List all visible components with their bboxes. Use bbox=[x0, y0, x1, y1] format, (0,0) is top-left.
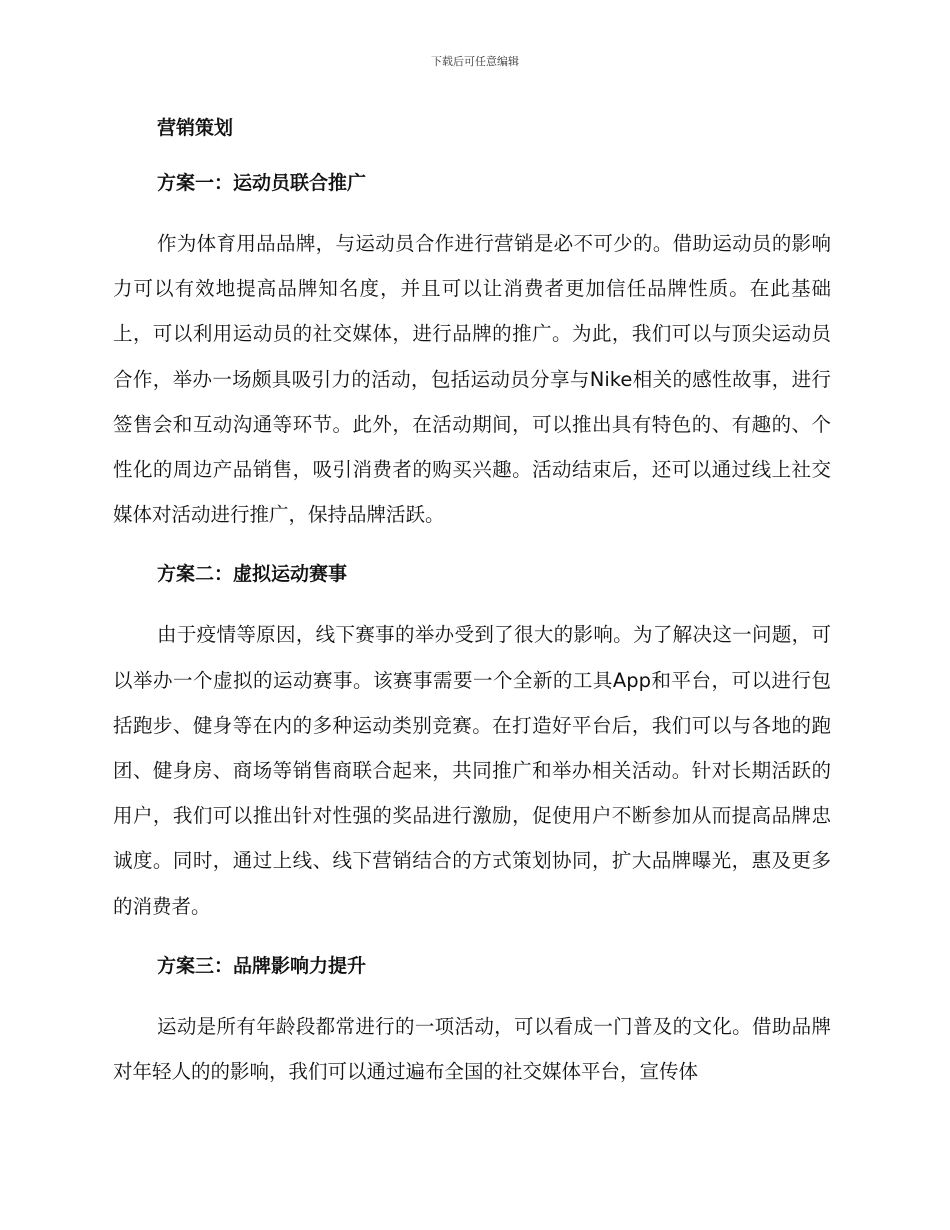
section-body-3: 运动是所有年龄段都常进行的一项活动，可以看成一门普及的文化。借助品牌对年轻人的的影响，我们可以通过遍布全国的社交媒体平台，宣传体 bbox=[113, 1014, 831, 1084]
section-body-1: 作为体育用品品牌，与运动员合作进行营销是必不可少的。借助运动员的影响力可以有效地提高品牌知名度，并且可以让消费者更加信任品牌性质。在此基础上，可以利用运动员的社交媒体，进行品牌的推广。为此，我们可以与顶尖运动员合作，举办一场颇具吸引力的活动，包括运动员分享与Nike相关的感性故事，进行签售会和互动沟通等环节。此外，在活动期间，可以推出具有特色的、有趣的、个性化的周边产品销售，吸引消费者的购买兴趣。活动结束后，还可以通过线上社交媒体对活动进行推广，保持品牌活跃。 bbox=[113, 232, 831, 527]
header-note: 下载后可任意编辑 bbox=[431, 55, 519, 68]
section-heading-1: 方案一：运动员联合推广 bbox=[157, 172, 367, 194]
section-heading-2: 方案二：虚拟运动赛事 bbox=[157, 563, 348, 586]
document-body bbox=[113, 113, 831, 1116]
section-heading-3: 方案三：品牌影响力提升 bbox=[157, 954, 367, 977]
section-body-2: 由于疫情等原因，线下赛事的举办受到了很大的影响。为了解决这一问题，可以举办一个虚拟的运动赛事。该赛事需要一个全新的工具App和平台，可以进行包括跑步、健身等在内的多种运动类别竞赛。在打造好平台后，我们可以与各地的跑团、健身房、商场等销售商联合起来，共同推广和举办相关活动。针对长期活跃的用户，我们可以推出针对性强的奖品进行激励，促使用户不断参加从而提高品牌忠诚度。同时，通过上线、线下营销结合的方式策划协同，扩大品牌曝光，惠及更多的消费者。 bbox=[113, 623, 831, 918]
document-title: 营销策划 bbox=[157, 117, 234, 139]
